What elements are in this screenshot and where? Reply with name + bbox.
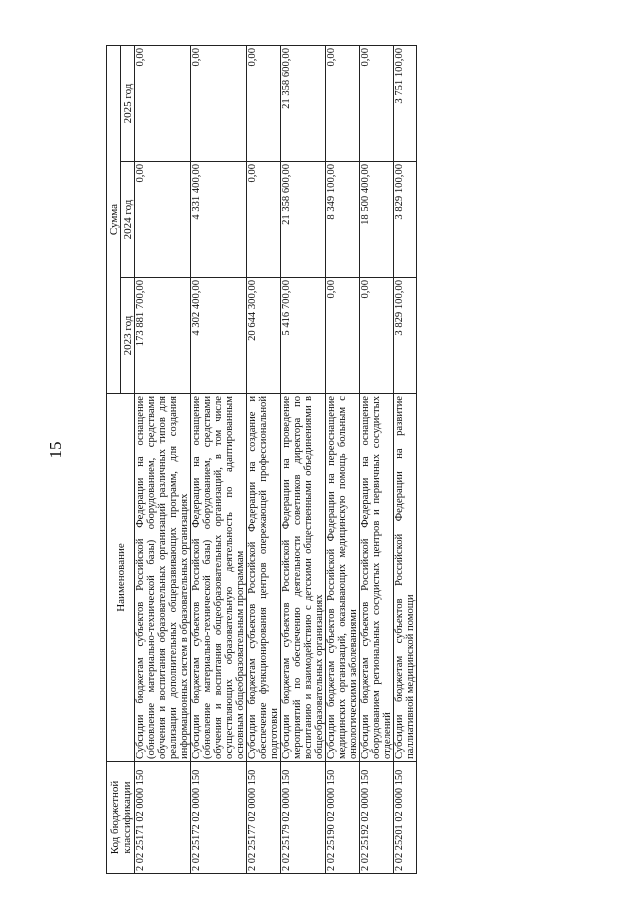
row-code: 2 02 25201 02 0000 150 [394,762,417,874]
row-name: Субсидии бюджетам субъектов Российской Федерации на развитие паллиативной медицинской помощи [394,394,417,762]
table-row [326,45,360,873]
row-name: Субсидии бюджетам субъектов Российской Федерации на оснащение оборудованием региональных сосудистых центров и первичных сосудистых отделений [360,394,394,762]
row-code: 2 02 25190 02 0000 150 [326,762,360,874]
row-code: 2 02 25177 02 0000 150 [247,762,281,874]
table-row [394,45,417,873]
page-number: 15 [46,441,65,459]
row-code: 2 02 25172 02 0000 150 [191,762,247,874]
row-amount-2025: 0,00 [247,45,281,161]
row-amount-2024: 21 358 600,00 [281,162,326,278]
row-name: Субсидии бюджетам субъектов Российской Федерации на проведение мероприятий по обеспечению деятельности советников директора по воспитанию и взаимодействию с детскими общественными объединениями в общеобразовательных организациях [281,394,326,762]
row-amount-2024: 8 349 100,00 [326,162,360,278]
row-amount-2023: 20 644 300,00 [247,278,281,394]
row-code: 2 02 25192 02 0000 150 [360,762,394,874]
table-row [360,45,394,873]
row-amount-2025: 0,00 [135,45,191,161]
table-row [281,45,326,873]
row-amount-2023: 0,00 [360,278,394,394]
row-name: Субсидии бюджетам субъектов Российской Федерации на оснащение (обновление материально-технической базы) оборудованием, средствами обучения и воспитания общеобразовательных организаций, в том числе осуществляющих образовательную деятельность по адаптированным основным общеобразовательным программам [191,394,247,762]
row-name: Субсидии бюджетам субъектов Российской Федерации на оснащение (обновление материально-технической базы) оборудованием, средствами обучения и воспитания образовательных организаций различных типов для реализации дополнительных общеразвивающих программ, для создания информационных систем в образовательных организациях [135,394,191,762]
row-amount-2025: 0,00 [191,45,247,161]
row-amount-2024: 0,00 [247,162,281,278]
row-amount-2023: 0,00 [326,278,360,394]
row-amount-2025: 0,00 [360,45,394,161]
row-amount-2024: 18 500 400,00 [360,162,394,278]
row-amount-2025: 0,00 [326,45,360,161]
header-code: Код бюджетной классификации [107,762,135,874]
row-amount-2024: 0,00 [135,162,191,278]
header-name: Наименование [107,394,135,762]
rotated-sheet [106,46,598,874]
header-year-2023: 2023 год [121,278,135,394]
row-amount-2025: 21 358 600,00 [281,45,326,161]
table-row [247,45,281,873]
row-code: 2 02 25179 02 0000 150 [281,762,326,874]
header-year-2025: 2025 год [121,45,135,161]
row-amount-2024: 3 829 100,00 [394,162,417,278]
header-sum: Сумма [107,45,121,393]
row-amount-2023: 3 829 100,00 [394,278,417,394]
row-amount-2025: 3 751 100,00 [394,45,417,161]
row-amount-2024: 4 331 400,00 [191,162,247,278]
header-year-2024: 2024 год [121,162,135,278]
row-name: Субсидии бюджетам субъектов Российской Федерации на создание и обеспечение функционирования центров опережающей профессиональной подготовки [247,394,281,762]
row-amount-2023: 173 881 700,00 [135,278,191,394]
row-amount-2023: 5 416 700,00 [281,278,326,394]
table-row [191,45,247,873]
budget-table [106,45,417,874]
row-code: 2 02 25171 02 0000 150 [135,762,191,874]
row-amount-2023: 4 302 400,00 [191,278,247,394]
table-row [135,45,191,873]
row-name: Субсидии бюджетам субъектов Российской Федерации на переоснащение медицинских организаций, оказывающих медицинскую помощь больным с онкологическими заболеваниями [326,394,360,762]
